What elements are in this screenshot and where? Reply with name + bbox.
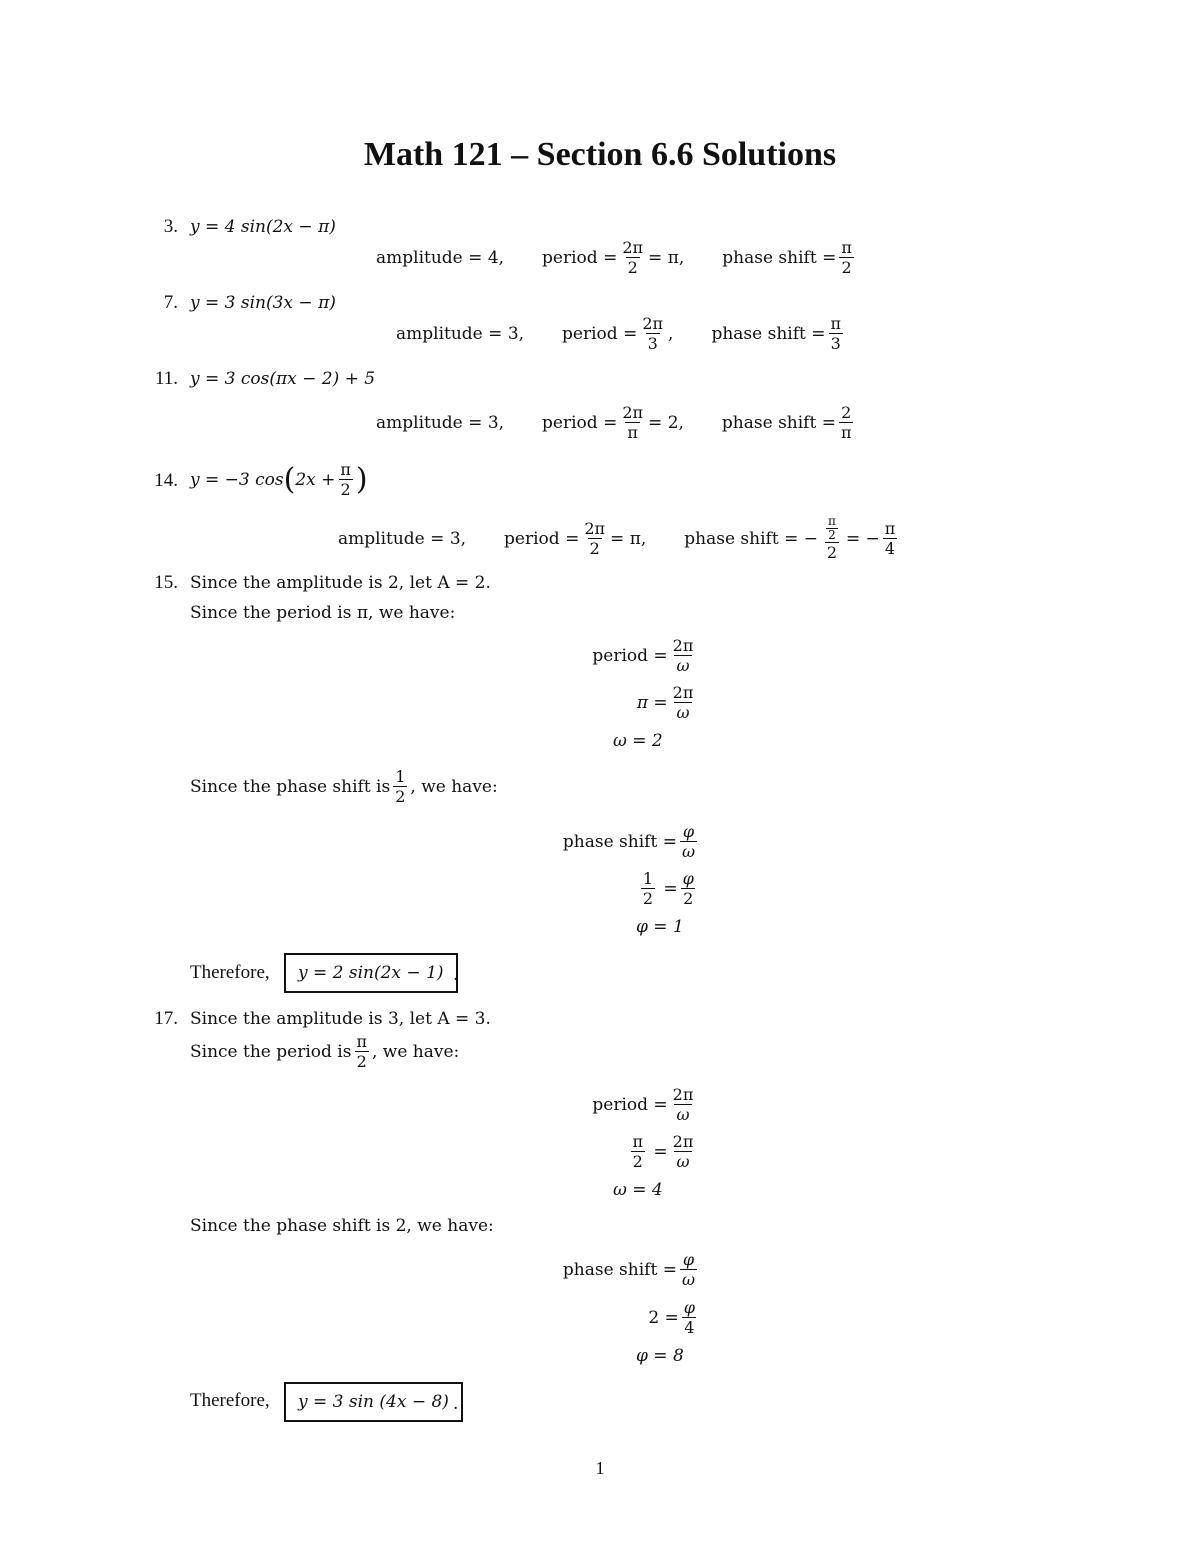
problem-number: 17. [154, 1008, 178, 1029]
phase-result-fraction: $\frac{\pi}{4}$ [884, 519, 896, 558]
phase-nested-fraction: $\frac{\frac{\pi}{2}}{2}$ [826, 514, 837, 562]
page-number: 1 [595, 1458, 605, 1478]
derivation-step: ω = 2 [613, 731, 663, 751]
derivation-step: ω = 4 [613, 1180, 663, 1200]
problem-equation: y = −3 cos ( 2x + $\frac{\pi}{2}$ ) [190, 460, 368, 499]
period-label: period [542, 412, 598, 433]
period-fraction: $\frac{2\pi}{2}$ [622, 238, 644, 277]
equation-prefix: y = −3 cos [190, 469, 284, 490]
amplitude-value: 3 [487, 412, 499, 433]
phase-shift-label: phase shift [711, 323, 806, 344]
derivation-step: π = $\frac{2\pi}{\omega}$ [636, 683, 694, 722]
phase-fraction: $\frac{\pi}{3}$ [830, 314, 841, 353]
answer-box: y = 2 sin(2x − 1) [284, 953, 458, 993]
page-title: Math 121 – Section 6.6 Solutions [363, 136, 837, 173]
problem-number: 7. [163, 292, 178, 313]
derivation-step: phase shift = $\frac{\varphi}{\omega}$ [562, 1250, 695, 1289]
problem-equation: y = 3 sin(3x − π) [190, 293, 336, 313]
amplitude-label: amplitude [376, 247, 463, 268]
problem-text: Since the amplitude is 3, let A = 3. [190, 1009, 491, 1029]
derivation-step: phase shift = $\frac{\varphi}{\omega}$ [562, 822, 695, 861]
phase-shift-label: phase shift [722, 247, 817, 268]
therefore-label: Therefore, [190, 962, 270, 983]
problem-7-results: amplitude = 3 , period = $\frac{2\pi}{3}$ , phase shift = $\frac{\pi}{3}$ [396, 314, 841, 353]
problem-number: 14. [154, 470, 178, 491]
derivation-step: $\frac{\pi}{2}$ = $\frac{2\pi}{\omega}$ [632, 1132, 694, 1171]
problem-text: Since the period is $\frac{\pi}{2}$ , we have: [190, 1032, 460, 1071]
derivation-step: φ = 8 [636, 1346, 684, 1366]
problem-text: Since the amplitude is 2, let A = 2. [190, 573, 491, 593]
derivation-step: period = $\frac{2\pi}{\omega}$ [592, 636, 694, 675]
phase-shift-label: phase shift [721, 412, 817, 433]
answer-box: y = 3 sin (4x − 8) [284, 1382, 463, 1422]
problem-equation: y = 4 sin(2x − π) [190, 217, 336, 237]
period-label: period [562, 323, 618, 344]
period-fraction: $\frac{2\pi}{3}$ [642, 314, 664, 353]
inner-fraction: $\frac{\pi}{2}$ [340, 460, 351, 499]
equation-inner: 2x + [295, 469, 336, 490]
phase-fraction: $\frac{\pi}{2}$ [841, 238, 852, 277]
problem-text: Since the period is π, we have: [190, 603, 456, 623]
period-label: period [542, 247, 598, 268]
problem-equation: y = 3 cos(πx − 2) + 5 [190, 369, 376, 389]
therefore-label: Therefore, [190, 1390, 270, 1411]
problem-11-results: amplitude = 3 , period = $\frac{2\pi}{\pi}$ = 2 , phase shift = $\frac{2}{\pi}$ [376, 403, 852, 442]
problem-number: 11. [154, 368, 178, 389]
phase-shift-label: phase shift [684, 528, 779, 549]
problem-text: Since the phase shift is $\frac{1}{2}$ , we have: [190, 767, 498, 806]
amplitude-value: 3 [507, 323, 519, 344]
derivation-step: $\frac{1}{2}$ = $\frac{\varphi}{2}$ [642, 869, 694, 908]
amplitude-value: 3 [449, 528, 461, 549]
derivation-step: φ = 1 [636, 917, 684, 937]
period-value: π [667, 247, 679, 268]
period-fraction: $\frac{2\pi}{\pi}$ [622, 403, 644, 442]
amplitude-label: amplitude [338, 528, 425, 549]
problem-number: 15. [154, 572, 178, 593]
derivation-step: 2 = $\frac{\varphi}{4}$ [648, 1298, 695, 1337]
problem-text: Since the phase shift is 2, we have: [190, 1216, 494, 1236]
period-value: 2 [667, 412, 679, 433]
problem-14-results: amplitude = 3 , period = $\frac{2\pi}{2}$ = π , phase shift = − $\frac{\frac{\pi}{2}}{2}$ = − $\frac{\pi}{4}$ [338, 514, 896, 562]
amplitude-label: amplitude [376, 412, 463, 433]
amplitude-value: 4 [487, 247, 499, 268]
period-value: π [629, 528, 641, 549]
period-label: period [504, 528, 560, 549]
period-fraction: $\frac{2\pi}{2}$ [584, 519, 606, 558]
derivation-step: period = $\frac{2\pi}{\omega}$ [592, 1085, 694, 1124]
amplitude-label: amplitude [396, 323, 483, 344]
problem-number: 3. [163, 216, 178, 237]
problem-3-results: amplitude = 4 , period = $\frac{2\pi}{2}$ = π , phase shift = $\frac{\pi}{2}$ [376, 238, 852, 277]
phase-fraction: $\frac{2}{\pi}$ [840, 403, 852, 442]
